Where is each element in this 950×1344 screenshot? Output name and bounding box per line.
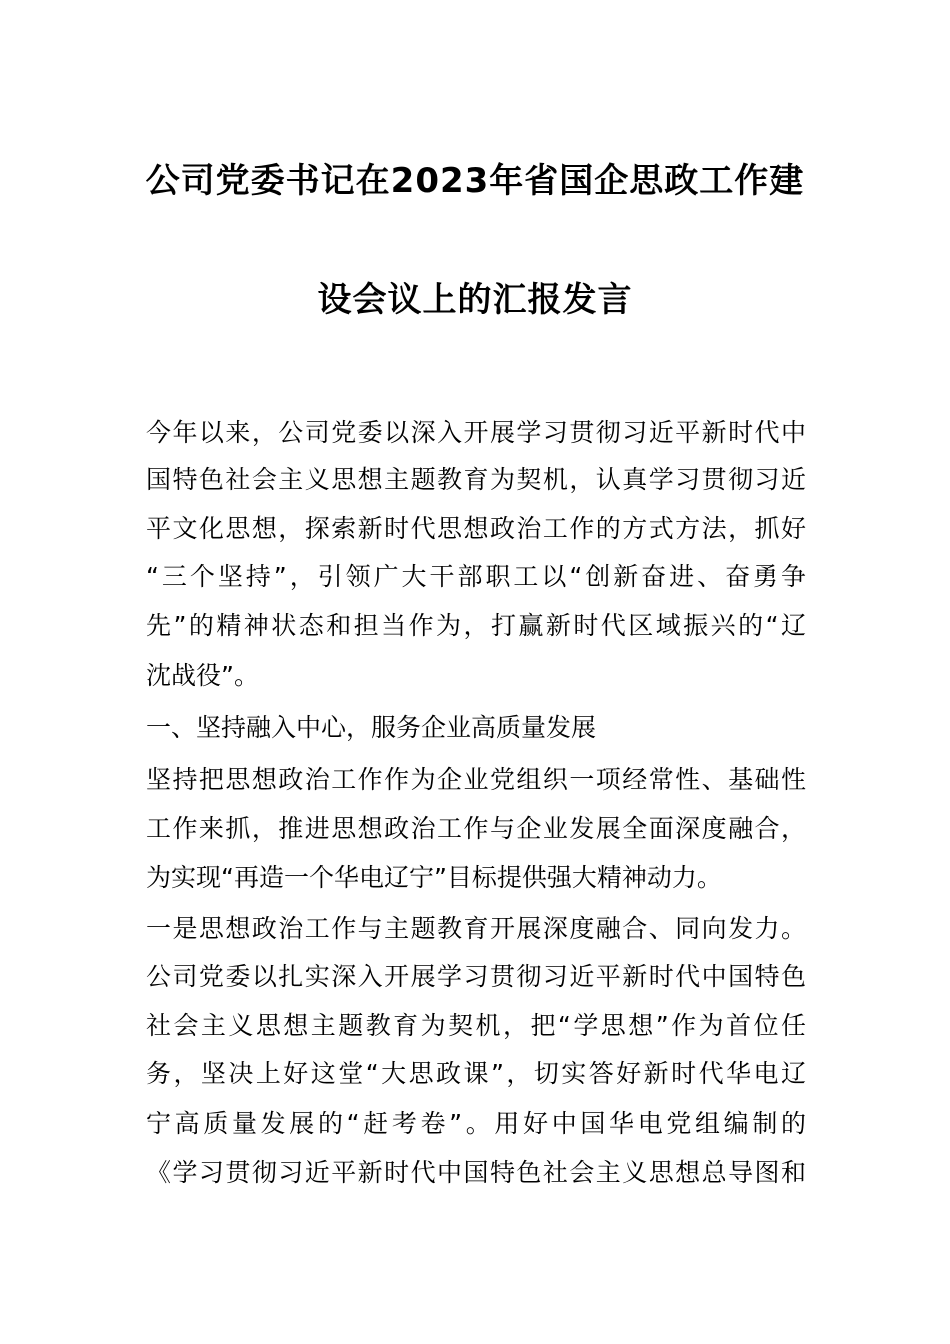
- body-line-4: “三个坚持”，引领广大干部职工以“创新奋进、奋勇争: [146, 562, 806, 591]
- body-line-1: 今年以来，公司党委以深入开展学习贯彻习近平新时代中: [146, 418, 806, 447]
- section-heading-1: 一、坚持融入中心，服务企业高质量发展: [146, 713, 597, 742]
- body-line-9: 工作来抓，推进思想政治工作与企业发展全面深度融合，: [146, 814, 806, 843]
- body-line-2: 国特色社会主义思想主题教育为契机，认真学习贯彻习近: [146, 465, 806, 494]
- document-title-line-2: 设会议上的汇报发言: [317, 280, 633, 320]
- body-line-3: 平文化思想，探索新时代思想政治工作的方式方法，抓好: [146, 514, 806, 543]
- document-title-line-1: 公司党委书记在2023年省国企思政工作建: [145, 161, 805, 201]
- body-line-12: 公司党委以扎实深入开展学习贯彻习近平新时代中国特色: [146, 962, 806, 991]
- body-line-10: 为实现“再造一个华电辽宁”目标提供强大精神动力。: [146, 863, 722, 892]
- body-line-14: 务，坚决上好这堂“大思政课”，切实答好新时代华电辽: [146, 1059, 806, 1088]
- body-line-5: 先”的精神状态和担当作为，打赢新时代区域振兴的“辽: [146, 611, 806, 640]
- subsection-heading-1: 一是思想政治工作与主题教育开展深度融合、同向发力。: [146, 914, 806, 943]
- body-line-15: 宁高质量发展的“赶考卷”。用好中国华电党组编制的: [146, 1109, 806, 1138]
- body-line-6: 沈战役”。: [146, 661, 259, 690]
- body-line-8: 坚持把思想政治工作作为企业党组织一项经常性、基础性: [146, 765, 806, 794]
- body-line-13: 社会主义思想主题教育为契机，把“学思想”作为首位任: [146, 1011, 806, 1040]
- body-line-16: 《学习贯彻习近平新时代中国特色社会主义思想总导图和: [146, 1158, 806, 1187]
